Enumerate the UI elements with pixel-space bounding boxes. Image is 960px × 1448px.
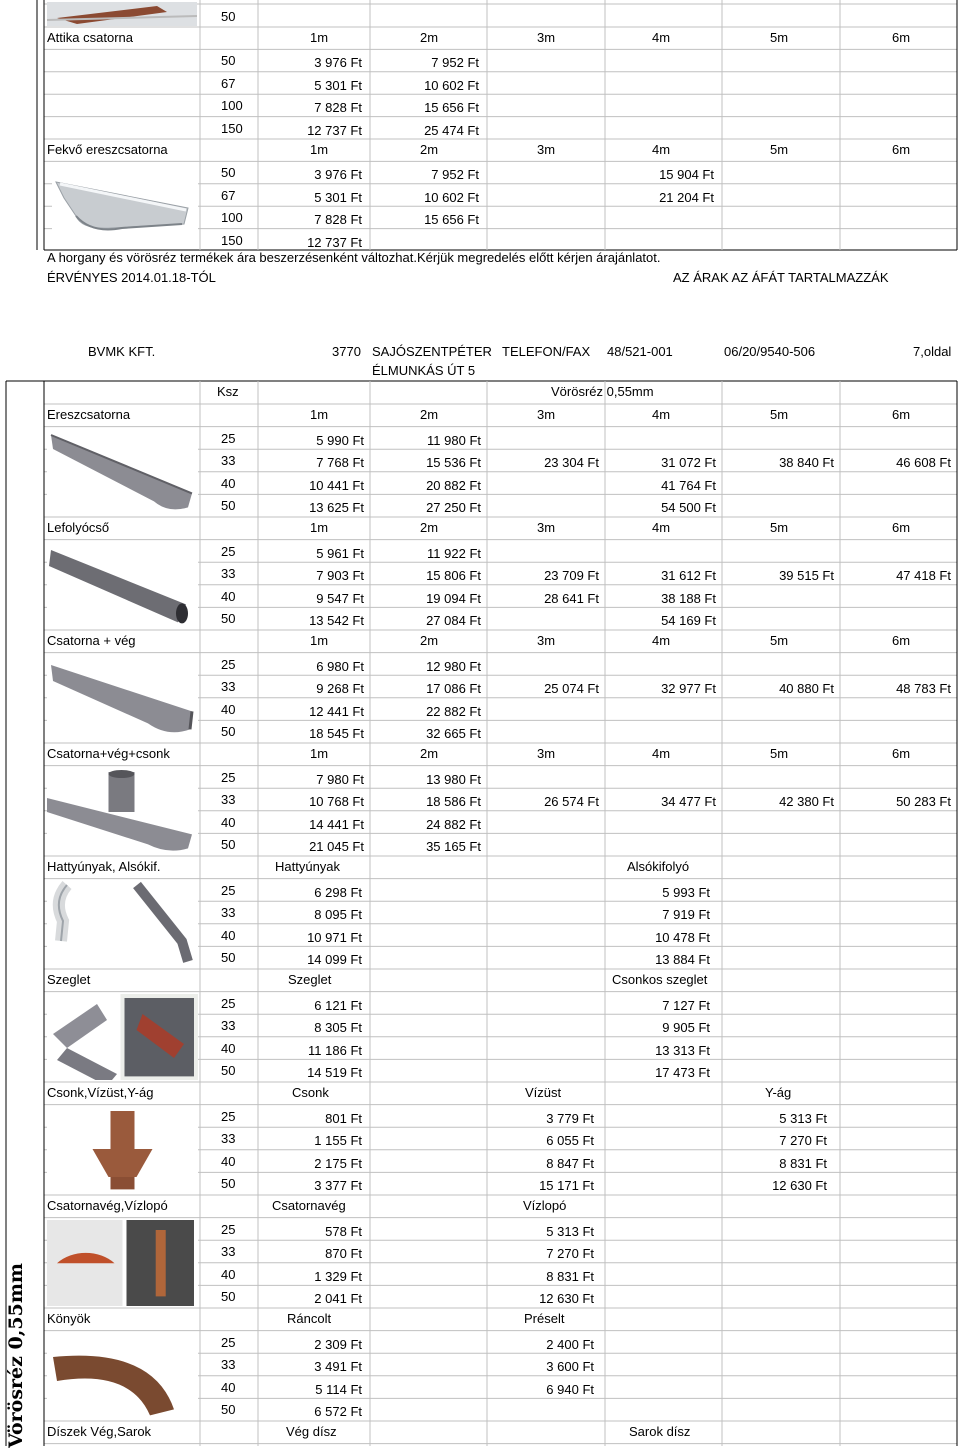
price-cell: 38 188 Ft <box>661 590 716 606</box>
size-cell: 25 <box>221 769 236 785</box>
price-cell: 2 175 Ft <box>314 1155 362 1171</box>
length-header: 6m <box>892 520 911 535</box>
price-cell: 7 952 Ft <box>431 167 479 183</box>
length-header: 2m <box>420 407 439 422</box>
size-cell: 33 <box>221 566 236 582</box>
size-cell: 25 <box>221 430 236 446</box>
price-cell: 14 519 Ft <box>307 1065 362 1081</box>
length-header: 3m <box>537 520 556 535</box>
length-header: 2m <box>420 633 439 648</box>
price-cell: 7 768 Ft <box>316 455 364 471</box>
length-header: 2m <box>420 520 439 535</box>
price-cell: 7 127 Ft <box>662 997 710 1013</box>
price-cell: 54 500 Ft <box>661 500 716 516</box>
price-cell: 50 283 Ft <box>896 794 951 810</box>
price-cell: 15 171 Ft <box>539 1178 594 1194</box>
size-cell: 25 <box>221 656 236 672</box>
price-cell: 578 Ft <box>325 1223 362 1239</box>
length-header: 1m <box>310 746 329 761</box>
price-cell: 46 608 Ft <box>896 455 951 471</box>
price-cell: 48 783 Ft <box>896 681 951 697</box>
valid-from-note: ÉRVÉNYES 2014.01.18-TÓL <box>47 270 216 285</box>
price-cell: 7 828 Ft <box>314 100 362 116</box>
ksz-header: Ksz <box>217 384 239 399</box>
sub-header: Szeglet <box>288 972 332 987</box>
material-side-label: Vörösréz 0,55mm <box>5 1262 27 1448</box>
csatornaveg-vizlopo-photo <box>47 1220 198 1306</box>
price-cell: 25 074 Ft <box>544 681 599 697</box>
price-cell: 8 847 Ft <box>546 1155 594 1171</box>
size-cell: 50 <box>221 1402 236 1418</box>
section-label: Lefolyócső <box>47 520 110 535</box>
sub-header: Csonk <box>292 1085 329 1100</box>
price-cell: 9 547 Ft <box>316 590 364 606</box>
sub-header: Csonkos szeglet <box>612 972 708 987</box>
sub-header: Alsókifolyó <box>627 859 690 874</box>
price-cell: 15 904 Ft <box>659 167 714 183</box>
size-cell: 33 <box>221 905 236 921</box>
price-cell: 21 045 Ft <box>309 839 364 855</box>
size-cell: 33 <box>221 679 236 695</box>
material-header: Vörösréz 0,55mm <box>551 384 654 399</box>
price-cell: 17 086 Ft <box>426 681 481 697</box>
price-cell: 3 600 Ft <box>546 1359 594 1375</box>
price-cell: 31 612 Ft <box>661 568 716 584</box>
price-cell: 5 114 Ft <box>315 1381 362 1397</box>
price-cell: 3 779 Ft <box>546 1110 594 1126</box>
length-header: 1m <box>310 30 329 45</box>
ereszcsatorna-photo <box>47 429 198 515</box>
length-header: 2m <box>420 30 439 45</box>
size-cell: 33 <box>221 1244 236 1260</box>
size-cell: 50 <box>221 837 236 853</box>
price-cell: 18 586 Ft <box>426 794 481 810</box>
price-cell: 41 764 Ft <box>661 477 716 493</box>
length-header: 4m <box>652 142 671 157</box>
price-cell: 15 536 Ft <box>426 455 481 471</box>
price-cell: 3 976 Ft <box>314 167 362 183</box>
price-cell: 5 301 Ft <box>314 77 362 93</box>
length-header: 1m <box>310 520 329 535</box>
section-label: Szeglet <box>47 972 91 987</box>
size-cell: 40 <box>221 701 236 717</box>
length-header: 6m <box>892 142 911 157</box>
length-header: 5m <box>770 142 789 157</box>
price-cell: 14 441 Ft <box>309 816 364 832</box>
price-cell: 7 980 Ft <box>316 771 364 787</box>
price-cell: 19 094 Ft <box>426 590 481 606</box>
price-cell: 3 491 Ft <box>314 1359 362 1375</box>
size-cell: 50 <box>221 611 236 627</box>
length-header: 1m <box>310 142 329 157</box>
size-cell: 100 <box>221 210 243 226</box>
price-cell: 18 545 Ft <box>309 726 364 742</box>
price-cell: 39 515 Ft <box>779 568 834 584</box>
price-cell: 5 990 Ft <box>316 432 364 448</box>
price-cell: 32 977 Ft <box>661 681 716 697</box>
section-label: Fekvő ereszcsatorna <box>47 142 168 157</box>
size-cell: 50 <box>221 950 236 966</box>
size-cell: 40 <box>221 475 236 491</box>
size-cell: 25 <box>221 882 236 898</box>
price-cell: 7 270 Ft <box>546 1246 594 1262</box>
size-cell: 50 <box>221 1063 236 1079</box>
price-cell: 6 940 Ft <box>546 1381 594 1397</box>
price-cell: 7 919 Ft <box>662 907 710 923</box>
price-cell: 5 301 Ft <box>314 189 362 205</box>
length-header: 4m <box>652 633 671 648</box>
price-cell: 5 313 Ft <box>779 1110 827 1126</box>
price-cell: 23 304 Ft <box>544 455 599 471</box>
price-cell: 27 084 Ft <box>426 613 481 629</box>
price-cell: 6 980 Ft <box>316 658 364 674</box>
size-cell: 33 <box>221 1018 236 1034</box>
length-header: 3m <box>537 633 556 648</box>
length-header: 5m <box>770 746 789 761</box>
price-cell: 11 186 Ft <box>308 1042 362 1058</box>
price-cell: 870 Ft <box>325 1246 362 1262</box>
sub-header: Hattyúnyak <box>275 859 341 874</box>
length-header: 3m <box>537 30 556 45</box>
size-cell: 50 <box>221 724 236 740</box>
price-cell: 13 542 Ft <box>309 613 364 629</box>
size-cell: 25 <box>221 1334 236 1350</box>
price-cell: 10 602 Ft <box>424 189 479 205</box>
size-cell: 67 <box>221 187 236 203</box>
price-cell: 9 905 Ft <box>662 1020 710 1036</box>
price-cell: 13 980 Ft <box>426 771 481 787</box>
price-cell: 40 880 Ft <box>779 681 834 697</box>
phone-number: 48/521-001 <box>607 344 673 359</box>
sub-header: Vízlopó <box>523 1198 567 1213</box>
price-cell: 28 641 Ft <box>544 590 599 606</box>
section-label: Csatorna+vég+csonk <box>47 746 170 761</box>
size-cell: 40 <box>221 1040 236 1056</box>
fekvo-gutter-photo <box>52 168 198 248</box>
price-cell: 24 882 Ft <box>426 816 481 832</box>
length-header: 3m <box>537 746 556 761</box>
size-cell: 25 <box>221 543 236 559</box>
company-name: BVMK KFT. <box>88 344 156 359</box>
price-cell: 12 737 Ft <box>307 122 362 138</box>
size-cell: 50 <box>221 165 236 181</box>
size-cell: 40 <box>221 588 236 604</box>
price-cell: 6 055 Ft <box>546 1133 594 1149</box>
price-cell: 21 204 Ft <box>659 189 714 205</box>
csatorna-veg-csonk-photo <box>47 768 198 854</box>
size-cell: 33 <box>221 1131 236 1147</box>
company-zip: 3770 <box>332 344 361 359</box>
size-cell: 150 <box>221 232 243 248</box>
price-cell: 26 574 Ft <box>544 794 599 810</box>
price-cell: 6 121 Ft <box>314 997 362 1013</box>
sub-header: Vég dísz <box>286 1424 337 1439</box>
section-label: Hattyúnyak, Alsókif. <box>47 859 161 874</box>
size-cell: 50 <box>221 53 236 69</box>
price-cell: 32 665 Ft <box>426 726 481 742</box>
price-cell: 22 882 Ft <box>426 703 481 719</box>
page-number: 7,oldal <box>913 344 952 359</box>
price-cell: 14 099 Ft <box>307 952 362 968</box>
price-cell: 12 980 Ft <box>426 658 481 674</box>
price-cell: 15 656 Ft <box>424 212 479 228</box>
length-header: 6m <box>892 407 911 422</box>
price-cell: 7 952 Ft <box>431 55 479 71</box>
price-cell: 5 961 Ft <box>316 545 364 561</box>
price-cell: 1 155 Ft <box>314 1133 362 1149</box>
section-label: Könyök <box>47 1311 91 1326</box>
gutter-photo <box>47 2 197 26</box>
length-header: 6m <box>892 746 911 761</box>
price-cell: 31 072 Ft <box>661 455 716 471</box>
sub-header: Sarok dísz <box>629 1424 691 1439</box>
price-cell: 7 270 Ft <box>779 1133 827 1149</box>
price-cell: 2 041 Ft <box>314 1291 362 1307</box>
price-cell: 8 831 Ft <box>546 1268 594 1284</box>
price-cell: 42 380 Ft <box>779 794 834 810</box>
length-header: 5m <box>770 520 789 535</box>
length-header: 1m <box>310 633 329 648</box>
price-cell: 801 Ft <box>325 1110 362 1126</box>
konyok-photo <box>47 1333 198 1419</box>
section-label: Attika csatorna <box>47 30 133 45</box>
szeglet-photo <box>47 994 198 1080</box>
price-cell: 2 309 Ft <box>314 1336 362 1352</box>
sub-header: Csatornavég <box>272 1198 346 1213</box>
length-header: 4m <box>652 520 671 535</box>
price-cell: 3 976 Ft <box>314 55 362 71</box>
length-header: 1m <box>310 407 329 422</box>
size-cell: 67 <box>221 75 236 91</box>
section-label: Ereszcsatorna <box>47 407 131 422</box>
price-cell: 5 313 Ft <box>546 1223 594 1239</box>
price-cell: 7 828 Ft <box>314 212 362 228</box>
price-cell: 6 298 Ft <box>314 884 362 900</box>
size-cell: 40 <box>221 814 236 830</box>
lefolyocso-photo <box>47 542 198 628</box>
price-cell: 25 474 Ft <box>424 122 479 138</box>
price-cell: 13 313 Ft <box>655 1042 710 1058</box>
length-header: 5m <box>770 30 789 45</box>
size-cell: 50 <box>221 1289 236 1305</box>
size-cell: 40 <box>221 1266 236 1282</box>
csatorna-veg-photo <box>47 655 198 741</box>
price-cell: 10 478 Ft <box>655 929 710 945</box>
section-label: Csatorna + vég <box>47 633 136 648</box>
size-cell: 150 <box>221 120 243 136</box>
top-size-header: 50 <box>221 9 236 24</box>
price-cell: 13 884 Ft <box>655 952 710 968</box>
section-label: Csatornavég,Vízlopó <box>47 1198 168 1213</box>
size-cell: 33 <box>221 792 236 808</box>
hattyunyak-photo <box>47 881 198 967</box>
price-cell: 10 971 Ft <box>307 929 362 945</box>
price-cell: 12 737 Ft <box>307 234 362 250</box>
size-cell: 33 <box>221 453 236 469</box>
length-header: 2m <box>420 142 439 157</box>
size-cell: 50 <box>221 498 236 514</box>
length-header: 6m <box>892 633 911 648</box>
phone-label: TELEFON/FAX <box>502 344 591 359</box>
sub-header: Préselt <box>524 1311 565 1326</box>
price-cell: 11 980 Ft <box>427 432 481 448</box>
length-header: 2m <box>420 746 439 761</box>
section-label: Díszek Vég,Sarok <box>47 1424 152 1439</box>
price-cell: 10 768 Ft <box>309 794 364 810</box>
size-cell: 100 <box>221 98 243 114</box>
price-cell: 9 268 Ft <box>316 681 364 697</box>
price-cell: 35 165 Ft <box>426 839 481 855</box>
sub-header: Ráncolt <box>287 1311 332 1326</box>
vat-note: AZ ÁRAK AZ ÁFÁT TARTALMAZZÁK <box>673 270 889 285</box>
price-cell: 10 441 Ft <box>309 477 364 493</box>
price-cell: 2 400 Ft <box>546 1336 594 1352</box>
price-cell: 13 625 Ft <box>309 500 364 516</box>
price-cell: 54 169 Ft <box>661 613 716 629</box>
length-header: 5m <box>770 633 789 648</box>
size-cell: 50 <box>221 1176 236 1192</box>
price-cell: 1 329 Ft <box>314 1268 362 1284</box>
sub-header: Vízüst <box>525 1085 562 1100</box>
price-cell: 8 095 Ft <box>314 907 362 923</box>
size-cell: 25 <box>221 1221 236 1237</box>
price-cell: 3 377 Ft <box>314 1178 362 1194</box>
price-cell: 38 840 Ft <box>779 455 834 471</box>
length-header: 6m <box>892 30 911 45</box>
price-cell: 15 656 Ft <box>424 100 479 116</box>
price-cell: 17 473 Ft <box>655 1065 710 1081</box>
sub-header: Y-ág <box>765 1085 792 1100</box>
csonk-vizust-photo <box>47 1107 198 1193</box>
price-cell: 23 709 Ft <box>544 568 599 584</box>
price-cell: 20 882 Ft <box>426 477 481 493</box>
company-city: SAJÓSZENTPÉTER <box>372 344 492 359</box>
length-header: 4m <box>652 30 671 45</box>
size-cell: 25 <box>221 995 236 1011</box>
length-header: 3m <box>537 142 556 157</box>
size-cell: 25 <box>221 1108 236 1124</box>
length-header: 4m <box>652 746 671 761</box>
price-cell: 8 831 Ft <box>779 1155 827 1171</box>
price-cell: 7 903 Ft <box>316 568 364 584</box>
price-cell: 12 630 Ft <box>772 1178 827 1194</box>
size-cell: 40 <box>221 1153 236 1169</box>
price-cell: 34 477 Ft <box>661 794 716 810</box>
price-cell: 15 806 Ft <box>426 568 481 584</box>
company-street: ÉLMUNKÁS ÚT 5 <box>372 363 476 378</box>
length-header: 4m <box>652 407 671 422</box>
price-cell: 5 993 Ft <box>662 884 710 900</box>
price-cell: 12 441 Ft <box>309 703 364 719</box>
price-cell: 27 250 Ft <box>426 500 481 516</box>
mobile-number: 06/20/9540-506 <box>724 344 816 359</box>
price-cell: 11 922 Ft <box>427 545 481 561</box>
price-cell: 8 305 Ft <box>314 1020 362 1036</box>
length-header: 3m <box>537 407 556 422</box>
price-cell: 10 602 Ft <box>424 77 479 93</box>
size-cell: 40 <box>221 1379 236 1395</box>
size-cell: 33 <box>221 1357 236 1373</box>
price-cell: 47 418 Ft <box>896 568 951 584</box>
price-cell: 6 572 Ft <box>314 1404 362 1420</box>
length-header: 5m <box>770 407 789 422</box>
price-change-note: A horgany és vörösréz termékek ára beszerzésenként változhat.Kérjük megredelés előtt kérjen árajánlatot. <box>47 250 661 265</box>
price-cell: 12 630 Ft <box>539 1291 594 1307</box>
size-cell: 40 <box>221 927 236 943</box>
section-label: Csonk,Vízüst,Y-ág <box>47 1085 154 1100</box>
